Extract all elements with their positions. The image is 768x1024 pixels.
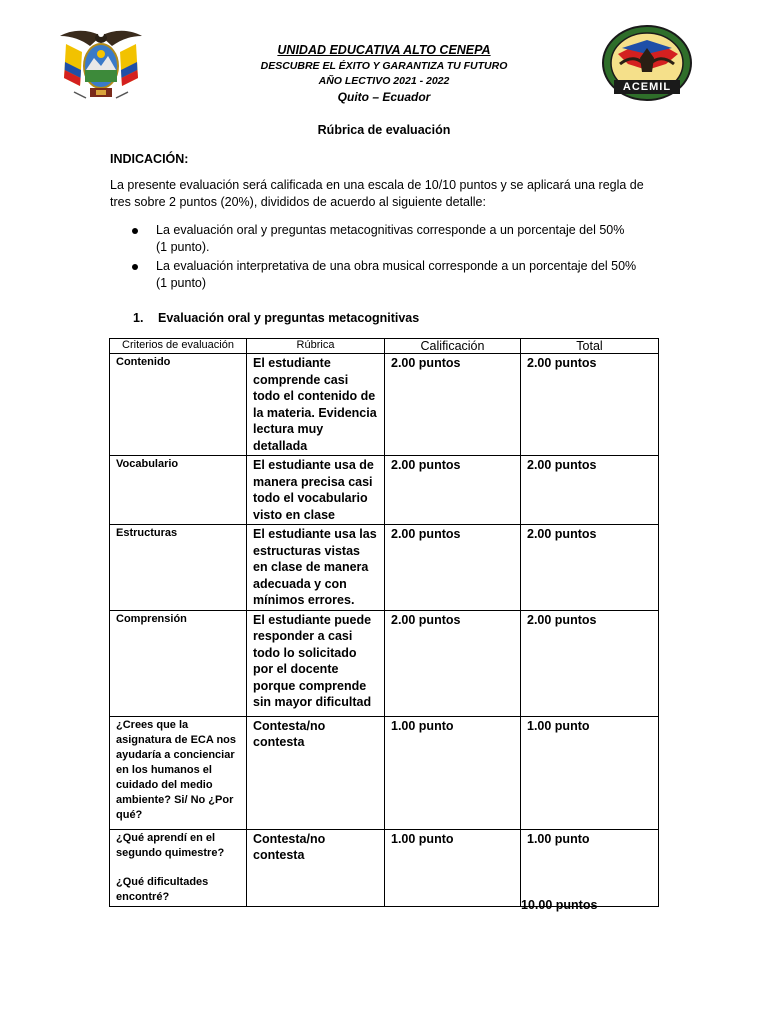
calificacion-cell: 2.00 puntos — [385, 610, 521, 716]
school-location: Quito – Ecuador — [337, 90, 431, 104]
table-row — [110, 525, 659, 611]
calificacion-cell: 1.00 punto — [385, 716, 521, 829]
rubrica-cell: El estudiante comprende casi todo el contenido de la materia. Evidencia lectura muy detallada — [247, 354, 385, 456]
header-rubrica: Rúbrica — [247, 339, 385, 354]
bullet-text-line2: (1 punto). — [156, 240, 210, 254]
bullet-text-line1: La evaluación oral y preguntas metacognitivas corresponde a un porcentaje del 50% — [156, 223, 625, 237]
seal-logo-text: ACEMIL — [622, 81, 672, 93]
criterio-cell: Vocabulario — [110, 456, 247, 525]
header-criterios: Criterios de evaluación — [110, 339, 247, 354]
total-cell: 2.00 puntos — [521, 610, 659, 716]
table-header-row — [110, 339, 659, 354]
rubrica-cell: El estudiante usa las estructuras vistas en clase de manera adecuada y con mínimos errores. — [247, 525, 385, 611]
bullet-text-line1: La evaluación interpretativa de una obra musical corresponde a un porcentaje del 50% — [156, 259, 637, 273]
criterio-cell: Contenido — [110, 354, 247, 456]
bullet-item — [110, 222, 670, 256]
bullet-list — [110, 222, 670, 294]
criterio-cell: Estructuras — [110, 525, 247, 611]
bullet-item — [110, 258, 670, 292]
rubrica-cell: Contesta/no contesta — [247, 716, 385, 829]
total-cell: 2.00 puntos — [521, 456, 659, 525]
section-number: 1. — [133, 311, 144, 325]
calificacion-cell: 2.00 puntos — [385, 456, 521, 525]
rubric-table — [109, 338, 659, 907]
table-row — [110, 716, 659, 829]
table-row — [110, 456, 659, 525]
total-cell: 1.00 punto — [521, 829, 659, 906]
calificacion-cell: 2.00 puntos — [385, 354, 521, 456]
rubrica-cell: Contesta/no contesta — [247, 829, 385, 906]
header-total: Total — [521, 339, 659, 354]
table-row — [110, 829, 659, 906]
criterio-cell: Comprensión — [110, 610, 247, 716]
school-motto: DESCUBRE EL ÉXITO Y GARANTIZA TU FUTURO — [260, 60, 508, 72]
table-row — [110, 354, 659, 456]
bullet-dot-icon — [132, 264, 138, 270]
document-title: Rúbrica de evaluación — [317, 123, 451, 137]
criterio-question-1: ¿Qué aprendí en el segundo quimestre? — [116, 831, 225, 859]
section-title: Evaluación oral y preguntas metacognitivas — [158, 311, 420, 325]
intro-paragraph: La presente evaluación será calificada en una escala de 10/10 puntos y se aplicará una regla de tres sobre 2 puntos (20%), divididos de acuerdo al siguiente detalle: — [110, 178, 644, 209]
school-year: AÑO LECTIVO 2021 - 2022 — [318, 75, 450, 87]
total-cell: 1.00 punto — [521, 716, 659, 829]
table-row — [110, 610, 659, 716]
school-name: UNIDAD EDUCATIVA ALTO CENEPA — [277, 43, 491, 57]
rubrica-cell: El estudiante usa de manera precisa casi todo el vocabulario visto en clase — [247, 456, 385, 525]
rubrica-cell: El estudiante puede responder a casi todo lo solicitado por el docente porque comprende sin mayor dificultad — [247, 610, 385, 716]
indication-label: INDICACIÓN: — [110, 152, 189, 166]
bullet-dot-icon — [132, 228, 138, 234]
criterio-cell — [110, 829, 247, 906]
bullet-text-line2: (1 punto) — [156, 276, 207, 290]
criterio-cell: ¿Crees que la asignatura de ECA nos ayudaría a concienciar en los humanos el cuidado del medio ambiente? Si/ No ¿Por qué? — [110, 716, 247, 829]
calificacion-cell: 2.00 puntos — [385, 525, 521, 611]
total-cell: 2.00 puntos — [521, 525, 659, 611]
calificacion-cell: 1.00 punto — [385, 829, 521, 906]
header-calificacion: Calificación — [385, 339, 521, 354]
grand-total: 10.00 puntos — [521, 898, 598, 912]
total-cell: 2.00 puntos — [521, 354, 659, 456]
criterio-question-2: ¿Qué dificultades encontré? — [116, 875, 209, 903]
ecuador-coat-of-arms-icon — [52, 26, 150, 102]
